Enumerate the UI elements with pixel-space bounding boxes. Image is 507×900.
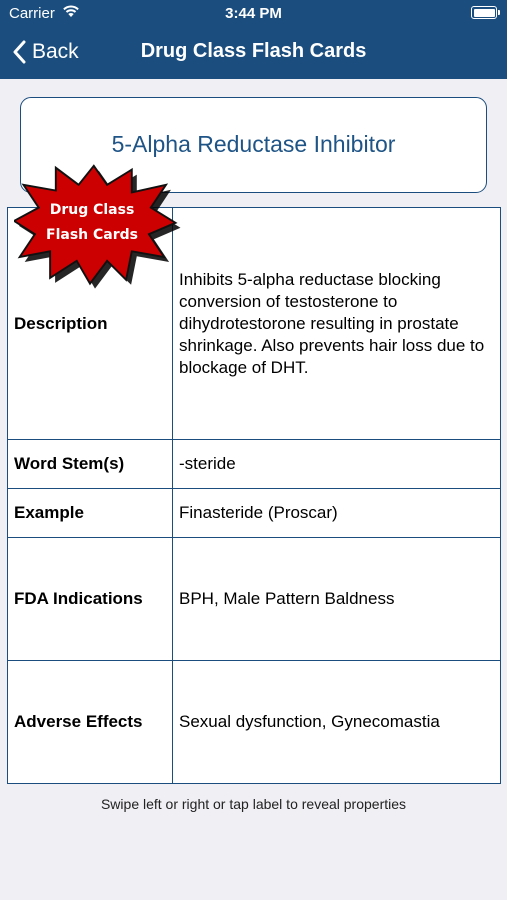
row-value-word-stems: -steride: [173, 440, 501, 489]
status-bar: [0, 0, 507, 28]
battery-icon: [471, 6, 497, 19]
drug-class-title: 5-Alpha Reductase Inhibitor: [111, 130, 396, 157]
badge-line-1: Drug Class: [49, 202, 135, 218]
row-label-fda-indications[interactable]: FDA Indications: [8, 538, 173, 661]
badge-line-2: Flash Cards: [46, 227, 138, 243]
table-row: [8, 440, 501, 489]
table-row: [8, 661, 501, 784]
row-label-word-stems[interactable]: Word Stem(s): [8, 440, 173, 489]
row-label-adverse-effects[interactable]: Adverse Effects: [8, 661, 173, 784]
row-label-example[interactable]: Example: [8, 489, 173, 538]
table-row: [8, 538, 501, 661]
status-time: 3:44 PM: [225, 5, 282, 22]
back-label: Back: [32, 40, 79, 63]
properties-table: [7, 207, 501, 784]
navigation-bar: [0, 0, 507, 79]
swipe-hint: Swipe left or right or tap label to reveal properties: [100, 796, 407, 812]
row-label-description[interactable]: Description: [8, 208, 173, 440]
row-value-example: Finasteride (Proscar): [173, 489, 501, 538]
row-value-fda-indications: BPH, Male Pattern Baldness: [173, 538, 501, 661]
flash-cards-badge: [14, 162, 184, 292]
row-value-description: Inhibits 5-alpha reductase blocking conversion of testosterone to dihydrotestorone resulting in prostate shrinkage. Also prevents hair loss due to blockage of DHT.: [173, 208, 501, 440]
table-row: [8, 489, 501, 538]
page-title: Drug Class Flash Cards: [140, 40, 367, 62]
carrier-label: Carrier: [9, 5, 55, 22]
row-value-adverse-effects: Sexual dysfunction, Gynecomastia: [173, 661, 501, 784]
